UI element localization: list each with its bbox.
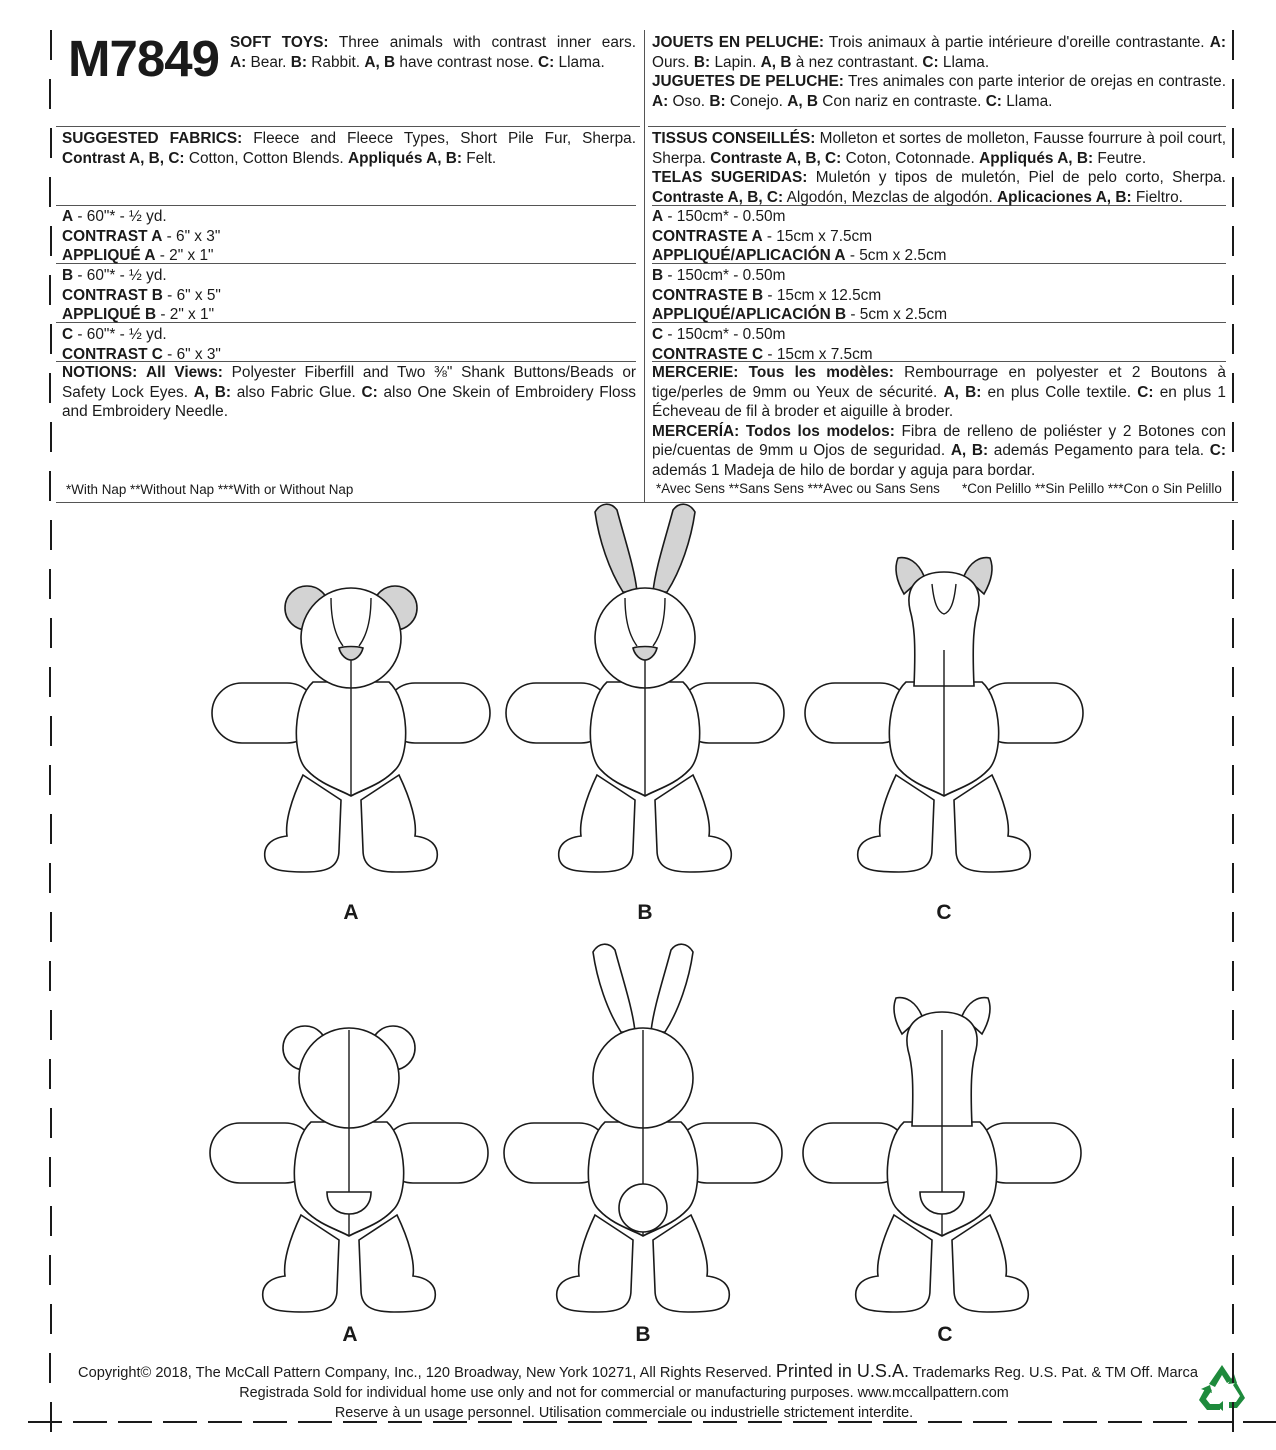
cut-line-dash — [1232, 1059, 1234, 1089]
cut-line-dash — [1232, 373, 1234, 403]
footer-line-2: Registrada Sold for individual home use only and not for commercial or manufacturing purposes. www.mccallpattern.com — [239, 1385, 1009, 1401]
cut-line-dash — [1232, 1304, 1234, 1334]
cut-line-dash — [478, 1421, 512, 1423]
cut-line-dash — [1232, 765, 1234, 795]
cut-line-dash — [49, 1157, 51, 1187]
cut-line-dash — [49, 1255, 51, 1285]
notions-english: NOTIONS: All Views: Polyester Fiberfill and Two ⅜" Shank Buttons/Beads or Safety Lock Eyes. A, B: also Fabric Glue. C: also One Skein of Embroidery Floss and Embroidery Needle. — [62, 364, 637, 420]
cut-line-dash — [50, 618, 52, 648]
rabbit-ear — [651, 944, 693, 1032]
yardage-row: B - 150cm* - 0.50m — [652, 267, 786, 284]
view-label-back-b: B — [635, 1323, 651, 1346]
cut-line-dash — [1232, 716, 1234, 746]
view-label-back-c: C — [937, 1323, 953, 1346]
cut-line-dash — [49, 373, 51, 403]
cut-line-dash — [523, 1421, 557, 1423]
cut-line-dash — [703, 1421, 737, 1423]
cut-line-dash — [1232, 1402, 1234, 1432]
rabbit-front-view — [506, 504, 784, 872]
view-label-front-b: B — [637, 901, 653, 924]
cut-line-dash — [163, 1421, 197, 1423]
cut-line-dash — [1232, 569, 1234, 599]
description-english: SOFT TOYS: Three animals with contrast inner ears. A: Bear. B: Rabbit. A, B have contrast nose. C: Llama. — [230, 34, 636, 71]
cut-line-dash — [1232, 1353, 1234, 1383]
yardage-row: A - 150cm* - 0.50m — [652, 208, 786, 225]
rabbit-ear — [653, 504, 695, 592]
cut-line-dash — [433, 1421, 467, 1423]
cut-line-dash — [928, 1421, 962, 1423]
cut-line-dash — [1063, 1421, 1097, 1423]
cut-line-dash — [1108, 1421, 1142, 1423]
cut-line-dash — [1232, 1010, 1234, 1040]
yardage-english — [62, 207, 636, 364]
bear-front-view — [212, 586, 490, 872]
cut-line-dash — [49, 471, 51, 501]
divider — [56, 126, 640, 127]
cut-line-dash — [388, 1421, 422, 1423]
cut-line-dash — [838, 1421, 872, 1423]
yardage-row: CONTRASTE B - 15cm x 12.5cm — [652, 286, 882, 304]
cut-line-dash — [1232, 520, 1234, 550]
cut-line-dash — [973, 1421, 1007, 1423]
cut-line-dash — [49, 961, 51, 991]
cut-line-dash — [613, 1421, 647, 1423]
description-spanish: JUGUETES DE PELUCHE: Tres animales con parte interior de orejas en contraste. A: Oso. B: Conejo. A, B Con nariz en contraste. C: Llama. — [652, 73, 1227, 110]
cut-line-dash — [118, 1421, 152, 1423]
cut-line-dash — [658, 1421, 692, 1423]
view-label-back-a: A — [342, 1323, 358, 1346]
cut-line-dash — [50, 128, 52, 158]
cut-line-dash — [49, 79, 51, 109]
fabrics-french: TISSUS CONSEILLÉS: Molleton et sortes de molleton, Fausse fourrure à poil court, Sherpa. Contraste A, B, C: Coton, Cotonnade. Appliqués A, B: Feutre. — [652, 130, 1226, 167]
cut-line-dash — [1232, 422, 1234, 452]
cut-line-dash — [1232, 863, 1234, 893]
cut-line-dash — [1232, 912, 1234, 942]
nap-note-french: *Avec Sens **Sans Sens ***Avec ou Sans Sens — [656, 481, 940, 496]
cut-line-dash — [50, 814, 52, 844]
llama-back-view — [803, 998, 1081, 1312]
yardage-row: APPLIQUÉ B - 2" x 1" — [62, 306, 215, 323]
view-label-front-c: C — [936, 901, 952, 924]
description-french-spanish — [652, 33, 1226, 111]
nap-note-english: *With Nap **Without Nap ***With or Without Nap — [66, 482, 354, 497]
yardage-row: APPLIQUÉ/APLICACIÓN A - 5cm x 2.5cm — [652, 247, 947, 264]
footer-line-1: Copyright© 2018, The McCall Pattern Company, Inc., 120 Broadway, New York 10271, All Rights Reserved. Printed in U.S.A. Trademarks Reg. U.S. Pat. & TM Off. Marca — [78, 1361, 1198, 1381]
cut-line-dash — [50, 912, 52, 942]
cut-line-dash — [793, 1421, 827, 1423]
recycle-icon — [1196, 1362, 1248, 1414]
yardage-row: A - 60"* - ½ yd. — [62, 208, 167, 225]
yardage-row: C - 150cm* - 0.50m — [652, 326, 786, 343]
cut-line-dash — [1232, 128, 1234, 158]
notions-spanish: MERCERÍA: Todos los modelos: Fibra de relleno de poliéster y 2 Botones con pie/cuentas de 9mm u Ojos de seguridad. A, B: además Pegamento para tela. C: además 1 Madeja de hilo de bordar y aguja para bordar. — [652, 422, 1226, 479]
footer-line-3: Reserve à un usage personnel. Utilisation commerciale ou industrielle strictement interdite. — [334, 1405, 914, 1421]
notions-french: MERCERIE: Tous les modèles: Rembourrage en polyester et 2 Boutons à tige/perles de 9mm ou Yeux de sécurité. A, B: en plus Colle textile. C: en plus 1 Écheveau de fil à broder et aiguille à broder. — [652, 364, 1226, 420]
divider — [56, 205, 636, 206]
description-french: JOUETS EN PELUCHE: Trois animaux à partie intérieure d'oreille contrastante. A: Ours. B: Lapin. A, B à nez contrastant. C: Llama. — [652, 34, 1226, 71]
notions-french-spanish — [652, 363, 1226, 480]
cut-line-dash — [1232, 471, 1234, 501]
cut-line-dash — [1018, 1421, 1052, 1423]
cut-line-dash — [1232, 618, 1234, 648]
cut-line-dash — [1232, 1108, 1234, 1138]
cut-line-dash — [1232, 275, 1234, 305]
view-label-front-a: A — [343, 901, 359, 924]
rabbit-ear — [595, 504, 637, 592]
cut-line-dash — [49, 1059, 51, 1089]
cut-line-dash — [28, 1421, 62, 1423]
divider — [648, 126, 1226, 127]
front-views — [212, 504, 1083, 872]
tail — [619, 1184, 667, 1232]
cut-line-dash — [50, 1108, 52, 1138]
cut-line-dash — [49, 765, 51, 795]
fabrics-spanish: TELAS SUGERIDAS: Muletón y tipos de muletón, Piel de pelo corto, Sherpa. Contraste A, B, C: Algodón, Mezclas de algodón. Aplicaciones A, B: Fieltro. — [652, 169, 1226, 206]
bear-back-view — [210, 1026, 488, 1312]
cut-line-dash — [50, 1206, 52, 1236]
cut-line-dash — [883, 1421, 917, 1423]
rabbit-ear — [593, 944, 635, 1032]
cut-line-dash — [208, 1421, 242, 1423]
column-divider — [644, 30, 645, 502]
cut-line-dash — [1232, 1206, 1234, 1236]
yardage-row: CONTRAST A - 6" x 3" — [62, 227, 221, 245]
cut-line-dash — [1198, 1421, 1232, 1423]
cut-line-dash — [1232, 30, 1234, 60]
cut-line-dash — [49, 667, 51, 697]
cut-line-dash — [1232, 814, 1234, 844]
yardage-row: B - 60"* - ½ yd. — [62, 267, 167, 284]
yardage-metric — [652, 207, 1226, 364]
cut-line-dash — [50, 30, 52, 60]
cut-line-dash — [50, 324, 52, 354]
back-views — [210, 944, 1081, 1312]
yardage-row: CONTRAST B - 6" x 5" — [62, 286, 221, 304]
cut-line-dash — [73, 1421, 107, 1423]
cut-line-dash — [1232, 667, 1234, 697]
cut-line-dash — [49, 863, 51, 893]
cut-line-dash — [1153, 1421, 1187, 1423]
cut-line-dash — [298, 1421, 332, 1423]
cut-line-dash — [50, 716, 52, 746]
cut-line-dash — [50, 520, 52, 550]
cut-line-dash — [568, 1421, 602, 1423]
cut-line-dash — [49, 275, 51, 305]
rabbit-back-view — [504, 944, 782, 1312]
cut-line-dash — [50, 422, 52, 452]
fabrics-english: SUGGESTED FABRICS: Fleece and Fleece Types, Short Pile Fur, Sherpa. Contrast A, B, C: Cotton, Cotton Blends. Appliqués A, B: Felt. — [62, 130, 636, 167]
cut-line-dash — [1232, 226, 1234, 256]
cut-line-dash — [1232, 177, 1234, 207]
cut-line-dash — [50, 1304, 52, 1334]
yardage-row: CONTRAST C - 6" x 3" — [62, 345, 221, 363]
llama-front-view — [805, 558, 1083, 872]
cut-line-dash — [253, 1421, 287, 1423]
cut-line-dash — [49, 569, 51, 599]
cut-line-dash — [1232, 1157, 1234, 1187]
cut-line-dash — [1232, 961, 1234, 991]
cut-line-dash — [49, 177, 51, 207]
yardage-row: APPLIQUÉ A - 2" x 1" — [62, 247, 214, 264]
cut-line-dash — [1232, 1255, 1234, 1285]
cut-line-dash — [1232, 324, 1234, 354]
yardage-row: CONTRASTE C - 15cm x 7.5cm — [652, 345, 873, 363]
cut-line-dash — [343, 1421, 377, 1423]
yardage-row: CONTRASTE A - 15cm x 7.5cm — [652, 227, 873, 245]
pattern-number: M7849 — [68, 30, 219, 87]
yardage-row: C - 60"* - ½ yd. — [62, 326, 167, 343]
cut-line-dash — [50, 1010, 52, 1040]
cut-line-dash — [1232, 79, 1234, 109]
cut-line-dash — [50, 226, 52, 256]
nap-note-spanish: *Con Pelillo **Sin Pelillo ***Con o Sin Pelillo — [962, 481, 1222, 496]
cut-line-dash — [748, 1421, 782, 1423]
cut-line-dash — [49, 1353, 51, 1383]
cut-line-dash — [50, 1402, 52, 1432]
cut-line-dash — [1243, 1421, 1276, 1423]
yardage-row: APPLIQUÉ/APLICACIÓN B - 5cm x 2.5cm — [652, 306, 948, 323]
fabrics-french-spanish — [652, 129, 1226, 207]
